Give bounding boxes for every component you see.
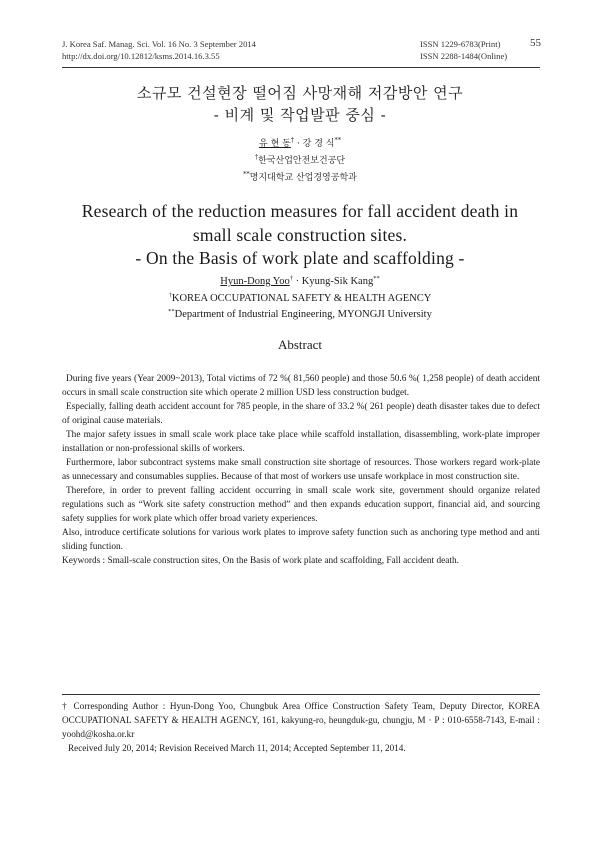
korean-affil2-mark: ** bbox=[243, 170, 250, 178]
korean-author1-mark: † bbox=[290, 136, 295, 144]
korean-author-separator: · bbox=[294, 139, 303, 149]
footnote bbox=[62, 699, 540, 755]
abstract-paragraph: Therefore, in order to prevent falling accident occurring in small scale work site, government should organize related regulations such as “Work site safety construction method” and then expands education support, financial aid, and sourcing safety supplies for work plate which offer broad variety experiences. bbox=[62, 486, 540, 524]
english-title-line3: - On the Basis of work plate and scaffolding - bbox=[135, 248, 465, 268]
korean-author2-mark: ** bbox=[334, 136, 341, 144]
abstract-paragraph: Especially, falling death accident account for 785 people, in the share of 33.2 %( 261 people) death disaster takes due to defect of original cause materials. bbox=[62, 402, 540, 426]
english-title-line2: small scale construction sites. bbox=[192, 225, 408, 245]
korean-author1: 유 현 동 bbox=[259, 139, 291, 149]
korean-title-line1: 소규모 건설현장 떨어짐 사망재해 저감방안 연구 bbox=[136, 84, 464, 102]
english-affil2-text: Department of Industrial Engineering, MYONGJI University bbox=[174, 309, 432, 320]
abstract-body bbox=[62, 372, 540, 568]
english-affil1-mark: † bbox=[168, 292, 172, 299]
issn-block bbox=[420, 38, 507, 62]
issn-print: ISSN 1229-6783(Print) bbox=[420, 39, 501, 49]
english-affiliation2 bbox=[0, 304, 600, 323]
received-dates: Received July 20, 2014; Revision Received March 11, 2014; Accepted September 11, 2014. bbox=[68, 743, 406, 753]
korean-authors bbox=[0, 133, 600, 151]
english-author1-mark: † bbox=[289, 275, 293, 282]
english-author1: Hyun-Dong Yoo bbox=[220, 276, 290, 287]
korean-author2: 강 경 식 bbox=[302, 139, 335, 149]
footnote-rule bbox=[62, 694, 540, 695]
journal-citation: J. Korea Saf. Manag. Sci. Vol. 16 No. 3 September 2014 bbox=[62, 39, 256, 49]
keywords: Keywords : Small-scale construction sites, On the Basis of work plate and scaffolding, Fall accident death. bbox=[62, 556, 459, 566]
abstract-paragraph: Also, introduce certificate solutions for various work plates to improve safety function such as anchoring type method and anti sliding function. bbox=[62, 528, 540, 552]
english-author2: Kyung-Sik Kang bbox=[301, 276, 374, 287]
corresponding-author-text: Corresponding Author : Hyun-Dong Yoo, Chungbuk Area Office Construction Safety Team, Deputy Director, KOREA OCCUPATIONAL SAFETY & HEALTH AGENCY, 161, kakyung-ro, heungduk-gu, chungju, M · P : 010-6558-7143, E-mail : yoohd@kosha.or.kr bbox=[62, 701, 541, 739]
english-affil1-text: KOREA OCCUPATIONAL SAFETY & HEALTH AGENCY bbox=[171, 293, 432, 304]
english-affil2-mark: ** bbox=[168, 308, 175, 315]
korean-affil1-text: 한국산업안전보건공단 bbox=[258, 156, 346, 166]
korean-affiliation1 bbox=[0, 150, 600, 168]
english-author-separator: · bbox=[292, 276, 302, 287]
english-title-line1: Research of the reduction measures for fall accident death in bbox=[81, 201, 519, 221]
abstract-heading: Abstract bbox=[277, 337, 323, 352]
page-number: 55 bbox=[530, 37, 541, 49]
issn-online: ISSN 2288-1484(Online) bbox=[420, 51, 508, 61]
abstract-paragraph: The major safety issues in small scale work place take place while scaffold installation, disassembling, work-plate improper installation or non-professional skills of workers. bbox=[62, 430, 540, 454]
abstract-paragraph: During five years (Year 2009~2013), Total victims of 72 %( 81,560 people) and those 50.6 %( 1,258 people) of death accident occurs in small scale construction site which operate 2 million USD less construction budget. bbox=[62, 374, 540, 398]
corresponding-author bbox=[62, 699, 540, 741]
korean-affiliation2 bbox=[0, 167, 600, 185]
journal-header bbox=[62, 38, 256, 62]
korean-affil1-mark: † bbox=[254, 153, 259, 161]
english-author2-mark: ** bbox=[373, 275, 380, 282]
header-rule bbox=[62, 67, 540, 68]
doi-link[interactable]: http://dx.doi.org/10.12812/ksms.2014.16.3.55 bbox=[62, 51, 220, 61]
abstract-paragraph: Furthermore, labor subcontract systems make small construction site shortage of resources. Those workers regard work-plate as unnecessary and consumables supplies. Because of that most of workers use unsafe workplace in most construction site. bbox=[62, 458, 540, 482]
footnote-mark: † bbox=[62, 701, 69, 711]
korean-affil2-text: 명지대학교 산업경영공학과 bbox=[249, 173, 357, 183]
korean-title-line2: - 비계 및 작업발판 중심 - bbox=[213, 106, 387, 124]
